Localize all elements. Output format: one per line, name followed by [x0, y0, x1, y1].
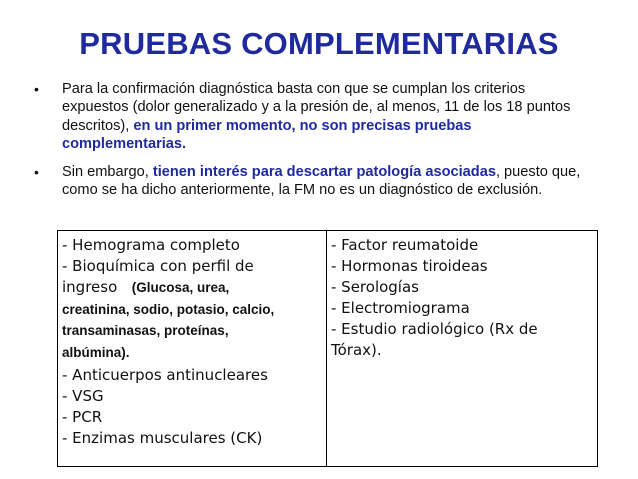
test-item-ingreso-label: ingreso	[62, 278, 118, 296]
tests-column-left	[58, 231, 327, 466]
bullet-item-exclusion	[34, 163, 594, 200]
test-detail-line-2: transaminasas, proteínas,	[62, 323, 229, 338]
test-item-factor-reumatoide: - Factor reumatoide	[331, 236, 479, 254]
bullet-marker: •	[34, 81, 39, 97]
test-item-hormonas: - Hormonas tiroideas	[331, 257, 488, 275]
test-item-electromiograma: - Electromiograma	[331, 299, 470, 317]
tests-table	[57, 230, 598, 467]
bullet-item-confirmation	[34, 80, 594, 154]
bullet-text-end: , puesto que, como se ha dicho anteriormente, la FM no es un diagnóstico de exclusión.	[62, 163, 581, 199]
tests-column-right	[327, 231, 597, 466]
test-item-anticuerpos: - Anticuerpos antinucleares	[62, 366, 268, 384]
bullet-highlight: tienen interés para descartar patología asociadas	[152, 163, 496, 180]
test-item-radiologico: - Estudio radiológico (Rx de	[331, 320, 538, 338]
test-item-serologias: - Serologías	[331, 278, 419, 296]
test-item-pcr: - PCR	[62, 408, 103, 426]
test-item-vsg: - VSG	[62, 387, 104, 405]
bullet-text: Para la confirmación diagnóstica basta con que se cumplan los criterios expuestos (dolor generalizado y a la presión de, al menos, 11 de los 18 puntos descritos),	[62, 81, 571, 134]
test-item-bioquimica: - Bioquímica con perfil de	[62, 257, 254, 275]
bullet-text: Sin embargo,	[62, 163, 153, 180]
bullet-highlight: en un primer momento, no son precisas pruebas complementarias.	[62, 117, 472, 153]
test-item-ingreso-detail: (Glucosa, urea,	[131, 280, 230, 295]
test-item-hemograma: - Hemograma completo	[62, 236, 240, 254]
page-title: PRUEBAS COMPLEMENTARIAS	[79, 26, 559, 61]
bullet-list	[34, 80, 594, 208]
bullet-marker: •	[34, 163, 39, 180]
test-item-ck: - Enzimas musculares (CK)	[62, 429, 263, 447]
test-item-ingreso	[62, 277, 322, 299]
test-item-torax: Tórax).	[331, 341, 382, 359]
test-detail-line-3: albúmina).	[62, 344, 130, 360]
test-detail-line-1: creatinina, sodio, potasio, calcio,	[62, 301, 275, 317]
